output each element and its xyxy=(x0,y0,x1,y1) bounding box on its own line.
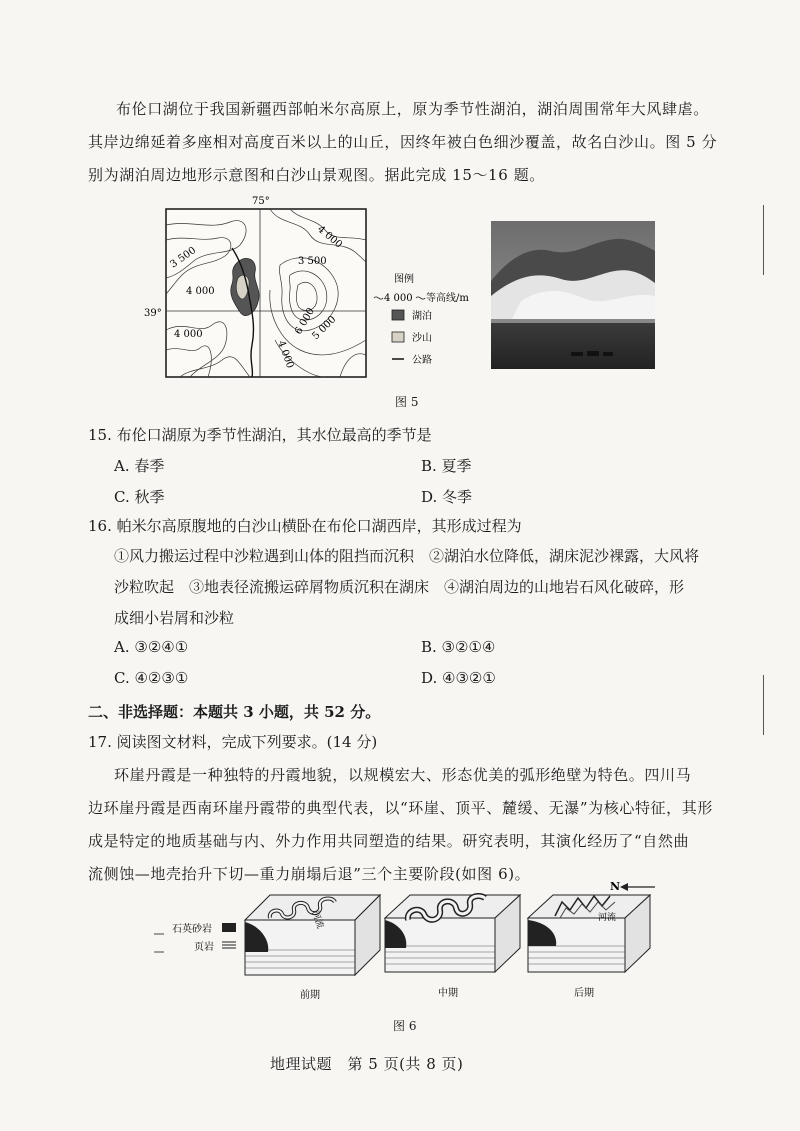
latitude-label: 39° xyxy=(144,308,162,319)
section2-title: 二、非选择题：本题共 3 小题，共 52 分。 xyxy=(88,703,381,721)
q15-stem: 15. 布伦口湖原为季节性湖泊，其水位最高的季节是 xyxy=(88,426,432,444)
white-sand-mountain-photo xyxy=(491,221,655,369)
contour-label: 5 000 xyxy=(310,314,339,343)
north-label: N xyxy=(610,880,621,893)
scan-edge-mark xyxy=(763,675,765,735)
stage-label-early: 前期 xyxy=(300,990,320,1001)
legend-lake: 湖泊 xyxy=(412,311,432,322)
q15-option-d[interactable]: D. 冬季 xyxy=(421,488,473,506)
sand-legend-icon xyxy=(392,332,404,342)
legend-sand: 沙山 xyxy=(412,333,432,344)
stage-label-middle: 中期 xyxy=(438,988,458,999)
q17-line-4: 流侧蚀—地壳抬升下切—重力崩塌后退”三个主要阶段(如图 6)。 xyxy=(88,865,531,883)
legend-road: 公路 xyxy=(412,355,432,366)
page-footer: 地理试题 第 5 页(共 8 页) xyxy=(270,1055,464,1073)
map-legend xyxy=(372,272,482,372)
contour-label: 3 500 xyxy=(298,256,327,267)
contour-label: 4 000 xyxy=(174,329,203,340)
block-middle-stage xyxy=(385,895,520,972)
longitude-label: 75° xyxy=(252,196,270,207)
intro-line-1: 布伦口湖位于我国新疆西部帕米尔高原上，原为季节性湖泊，湖泊周围常年大风肆虐。 xyxy=(116,100,709,118)
river-label: 河流 xyxy=(598,913,617,923)
q16-line-2: 沙粒吹起 ③地表径流搬运碎屑物质沉积在湖床 ④湖泊周边的山地岩石风化破碎，形 xyxy=(114,578,685,596)
shale-legend-icon xyxy=(222,942,236,948)
q17-line-3: 成是特定的地质基础与内、外力作用共同塑造的结果。研究表明，其演化经历了“自然曲 xyxy=(88,832,690,850)
q17-line-1: 环崖丹霞是一种独特的丹霞地貌，以规模宏大、形态优美的弧形绝壁为特色。四川马 xyxy=(114,766,692,784)
intro-line-3: 别为湖泊周边地形示意图和白沙山景观图。据此完成 15～16 题。 xyxy=(88,166,545,184)
scan-edge-mark xyxy=(763,205,765,275)
legend-sandstone-label: 石英砂岩 xyxy=(172,924,212,935)
contour-label: 4 000 xyxy=(315,223,345,251)
figure5-caption: 图 5 xyxy=(395,395,419,409)
legend-title: 图例 xyxy=(394,274,414,285)
contour-label: 6 000 xyxy=(293,306,317,337)
lake-legend-icon xyxy=(392,310,404,320)
intro-line-2: 其岸边绵延着多座相对高度百米以上的山丘，因终年被白色细沙覆盖，故名白沙山。图 5 分 xyxy=(88,133,718,151)
q16-line-3: 成细小岩屑和沙粒 xyxy=(114,609,235,627)
q16-line-1: ①风力搬运过程中沙粒遇到山体的阻挡而沉积 ②湖泊水位降低，湖床泥沙裸露，大风将 xyxy=(114,547,700,565)
contour-label: 4 000 xyxy=(186,286,215,297)
stage-label-late: 后期 xyxy=(574,988,594,999)
north-arrow-icon xyxy=(620,883,628,891)
block-early-stage xyxy=(245,895,380,975)
river-label: 河流 xyxy=(309,909,325,930)
q17-line-2: 边环崖丹霞是西南环崖丹霞带的典型代表，以“环崖、顶平、麓缓、无瀑”为核心特征，其形 xyxy=(88,799,713,817)
q16-option-c[interactable]: C. ④②③① xyxy=(114,669,189,687)
q15-option-c[interactable]: C. 秋季 xyxy=(114,488,165,506)
contour-legend-icon xyxy=(416,297,425,299)
q16-option-b[interactable]: B. ③②①④ xyxy=(421,638,496,656)
q15-option-a[interactable]: A. 春季 xyxy=(114,457,165,475)
contour-legend-icon xyxy=(374,297,383,299)
photo-shoreline xyxy=(491,319,655,323)
topographic-map xyxy=(140,190,400,380)
q16-option-a[interactable]: A. ③②④① xyxy=(114,638,189,656)
q15-option-b[interactable]: B. 夏季 xyxy=(421,457,472,475)
contour-label: 4 000 xyxy=(275,339,296,370)
q16-option-d[interactable]: D. ④③②① xyxy=(421,669,496,687)
q17-stem: 17. 阅读图文材料，完成下列要求。(14 分) xyxy=(88,733,378,751)
figure6-caption: 图 6 xyxy=(393,1019,417,1033)
danxia-evolution-diagram xyxy=(150,880,670,1005)
legend-contour-value: 4 000 xyxy=(384,293,413,304)
block-late-stage xyxy=(528,895,650,972)
legend-contour-label: 等高线/m xyxy=(426,293,469,304)
photo-lake xyxy=(491,321,655,369)
legend-shale-label: 页岩 xyxy=(194,942,214,953)
q16-stem: 16. 帕米尔高原腹地的白沙山横卧在布伦口湖西岸，其形成过程为 xyxy=(88,517,522,535)
sandstone-legend-icon xyxy=(222,923,236,932)
contour-label: 3 500 xyxy=(168,245,199,271)
